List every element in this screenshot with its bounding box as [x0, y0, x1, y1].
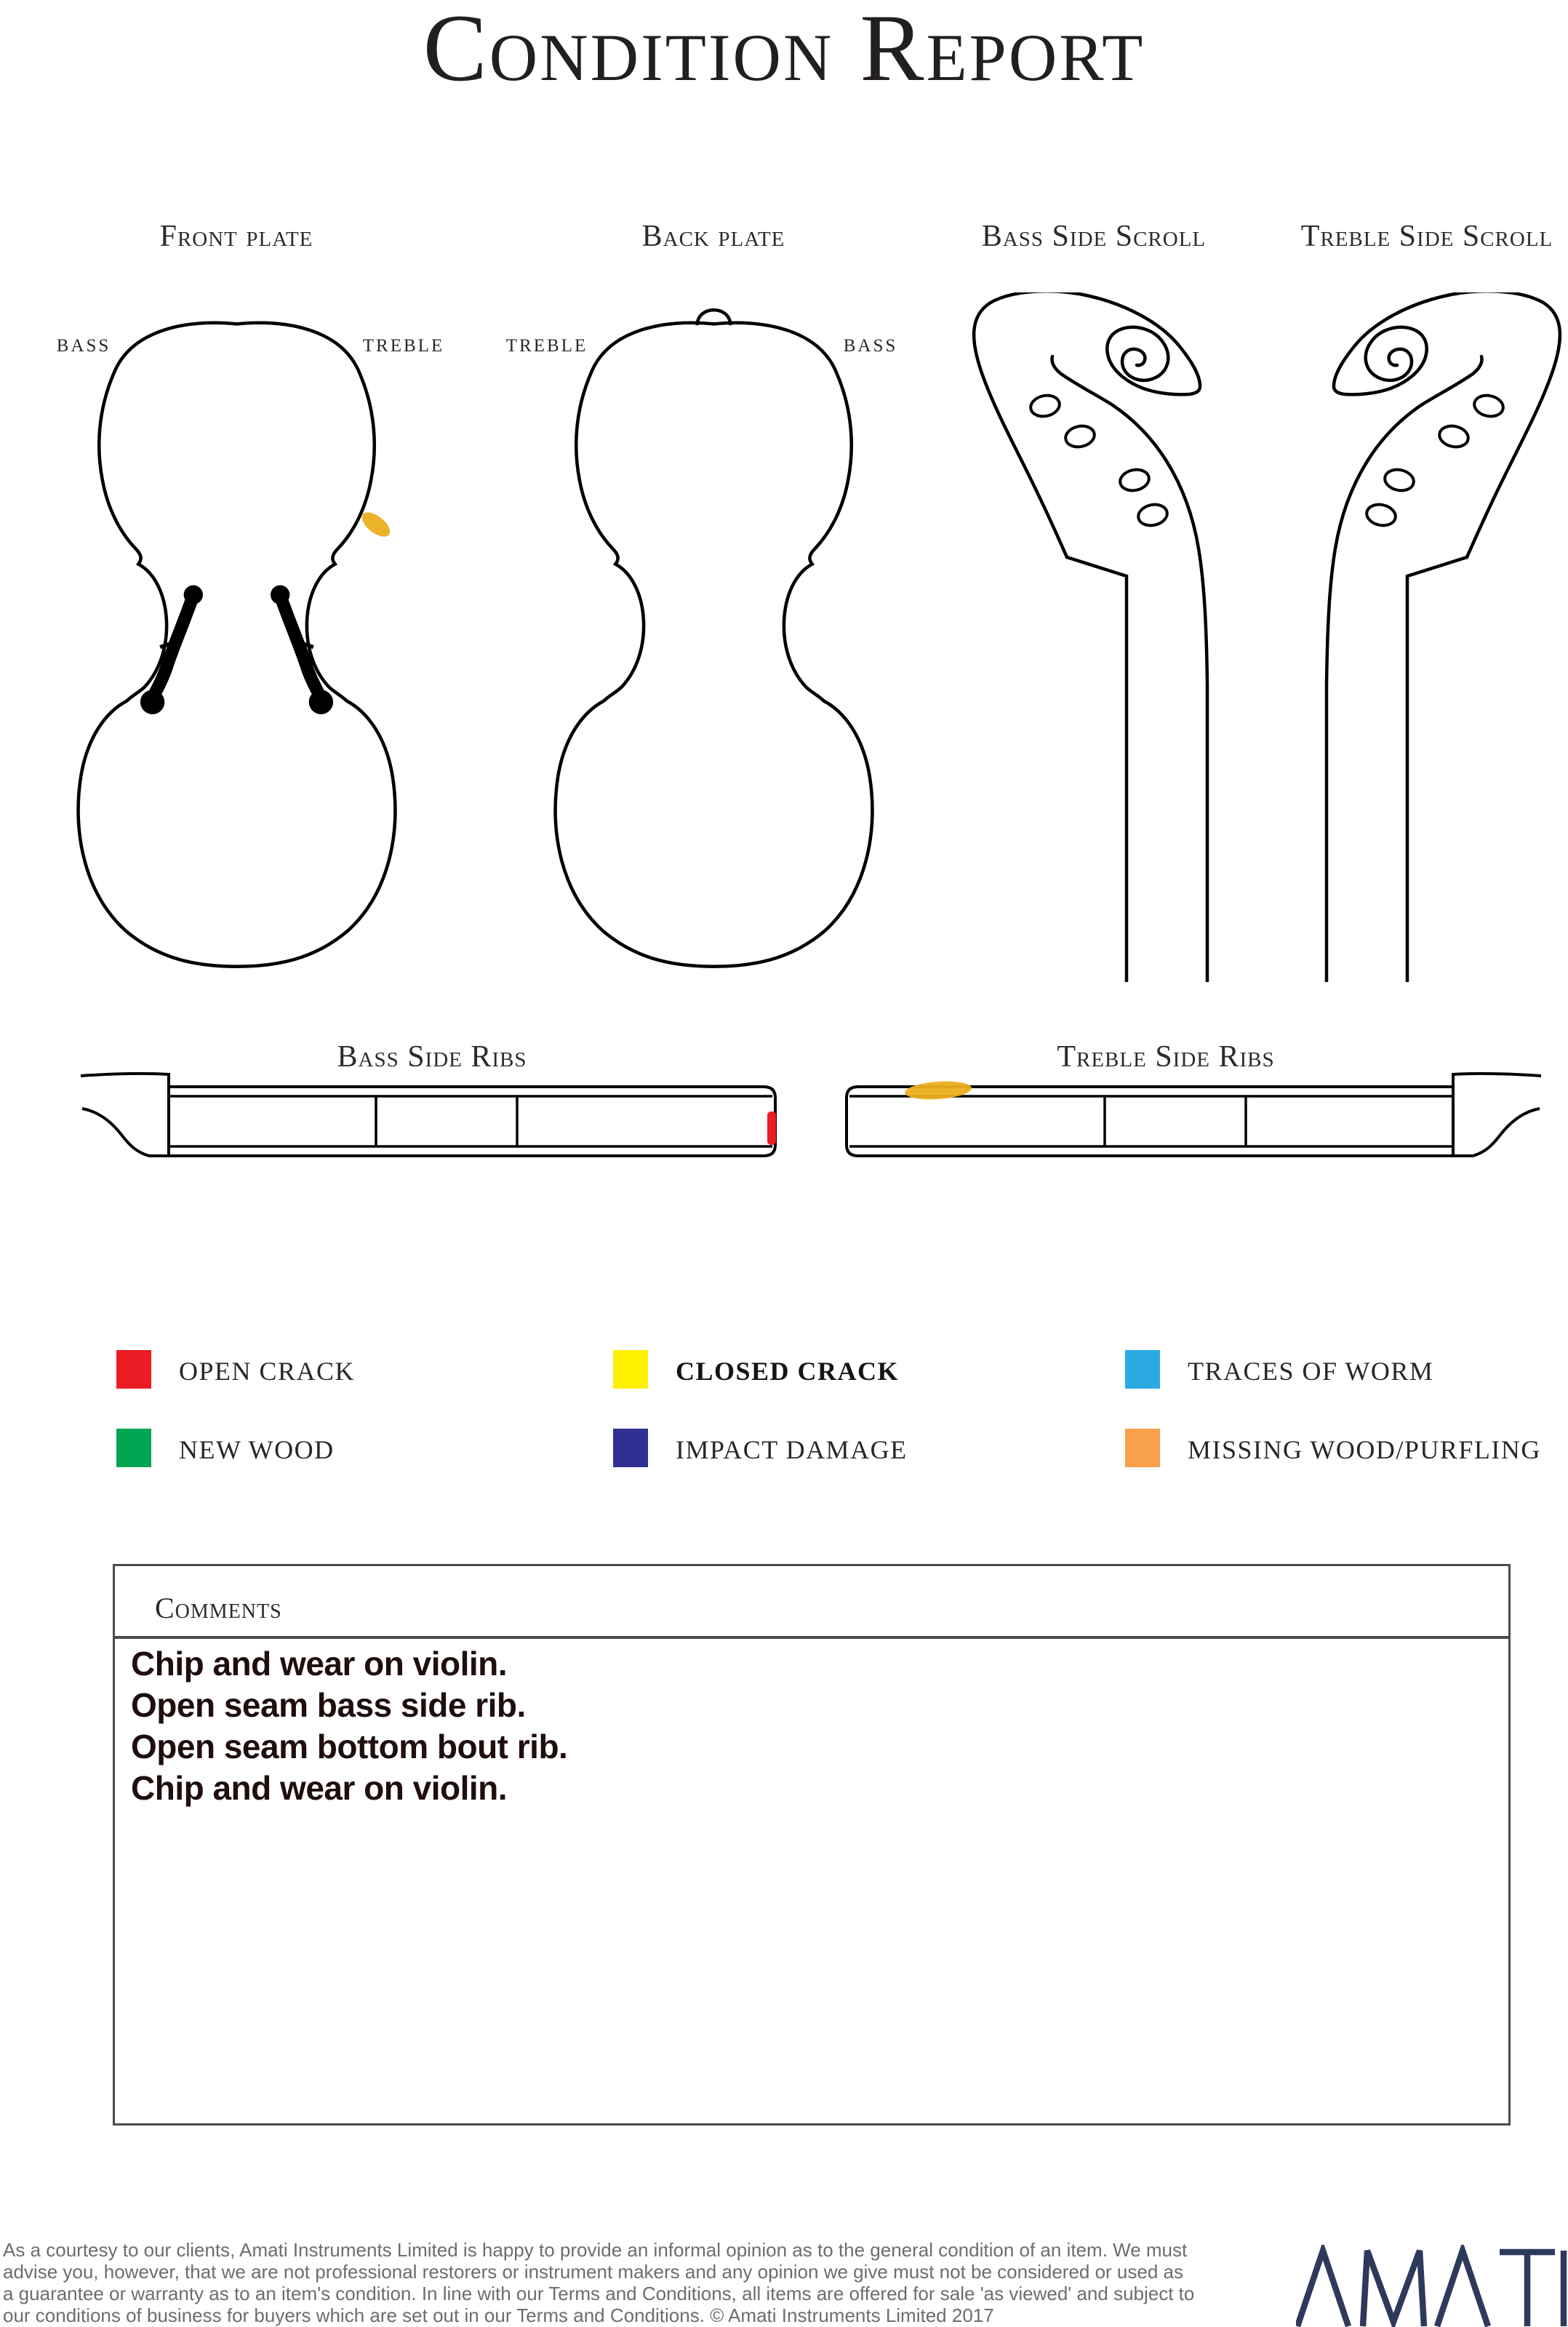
front-plate-diagram	[45, 290, 428, 986]
bass-scroll-header: Bass Side Scroll	[981, 220, 1207, 253]
comment-line: Open seam bottom bout rib.	[131, 1728, 568, 1765]
logo-letter-m	[1363, 2251, 1424, 2326]
open-crack-swatch	[116, 1350, 151, 1389]
comments-title: Comments	[155, 1592, 282, 1624]
page-title: Condition Report	[423, 0, 1145, 101]
legend-label: TRACES OF WORM	[1188, 1357, 1434, 1386]
missing-wood-swatch	[1125, 1429, 1160, 1467]
front-plate-bass-label: BASS	[56, 336, 111, 356]
closed-crack-swatch	[613, 1350, 648, 1389]
disclaimer-line: a guarantee or warranty as to an item's condition. In line with our Terms and Conditions, all items are offered for sale 'as viewed' and subject to	[3, 2283, 1195, 2304]
comments-box	[113, 1564, 1511, 2126]
disclaimer-line: As a courtesy to our clients, Amati Instruments Limited is happy to provide an informal opinion as to the general condition of an item. We must	[3, 2239, 1188, 2261]
treble-ribs-closed-crack-mark	[904, 1079, 972, 1101]
comments-text	[131, 1643, 1484, 1809]
treble-scroll-header: Treble Side Scroll	[1300, 220, 1553, 253]
treble-ribs-diagram	[836, 1063, 1545, 1162]
comments-divider	[115, 1636, 1508, 1639]
back-plate-bass-label: BASS	[843, 336, 898, 356]
disclaimer-line: advise you, however, that we are not professional restorers or instrument makers and any opinion we give must not be considered or used as	[3, 2261, 1183, 2283]
bass-ribs-open-seam-mark	[767, 1111, 776, 1145]
legend-label: NEW WOOD	[179, 1435, 335, 1464]
back-plate-diagram	[522, 290, 905, 986]
bass-ribs-header: Bass Side Ribs	[337, 1040, 527, 1074]
treble-ribs-header: Treble Side Ribs	[1057, 1040, 1275, 1074]
f-holes	[140, 586, 333, 714]
impact-damage-swatch	[613, 1429, 648, 1467]
front-plate-closed-crack-mark	[358, 508, 394, 541]
legend-label: OPEN CRACK	[179, 1357, 356, 1386]
footer-disclaimer	[3, 2239, 1196, 2326]
peg-holes	[1029, 393, 1169, 528]
new-wood-swatch	[116, 1429, 151, 1467]
traces-of-worm-swatch	[1125, 1350, 1160, 1389]
disclaimer-line: our conditions of business for buyers which are set out in our Terms and Conditions. © Amati Instruments Limited 2017	[3, 2304, 994, 2326]
legend-label: CLOSED CRACK	[676, 1357, 900, 1386]
logo-letter-a	[1437, 2251, 1488, 2326]
comment-line: Chip and wear on violin.	[131, 1645, 508, 1683]
back-plate-treble-label: TREBLE	[505, 336, 588, 356]
legend-label: IMPACT DAMAGE	[676, 1435, 908, 1464]
logo-letter-t	[1500, 2252, 1555, 2326]
legend-label: MISSING WOOD/PURFLING	[1188, 1435, 1541, 1464]
bass-scroll-diagram	[969, 292, 1216, 982]
logo-letter-a	[1297, 2251, 1348, 2326]
front-plate-header: Front plate	[159, 220, 313, 253]
bass-ribs-diagram	[76, 1063, 785, 1162]
back-plate-header: Back plate	[641, 220, 785, 253]
comment-line: Chip and wear on violin.	[131, 1769, 508, 1807]
comment-line: Open seam bass side rib.	[131, 1686, 526, 1724]
amati-logo	[1296, 2245, 1568, 2327]
front-plate-treble-label: TREBLE	[362, 336, 445, 356]
treble-scroll-diagram	[1318, 292, 1565, 982]
